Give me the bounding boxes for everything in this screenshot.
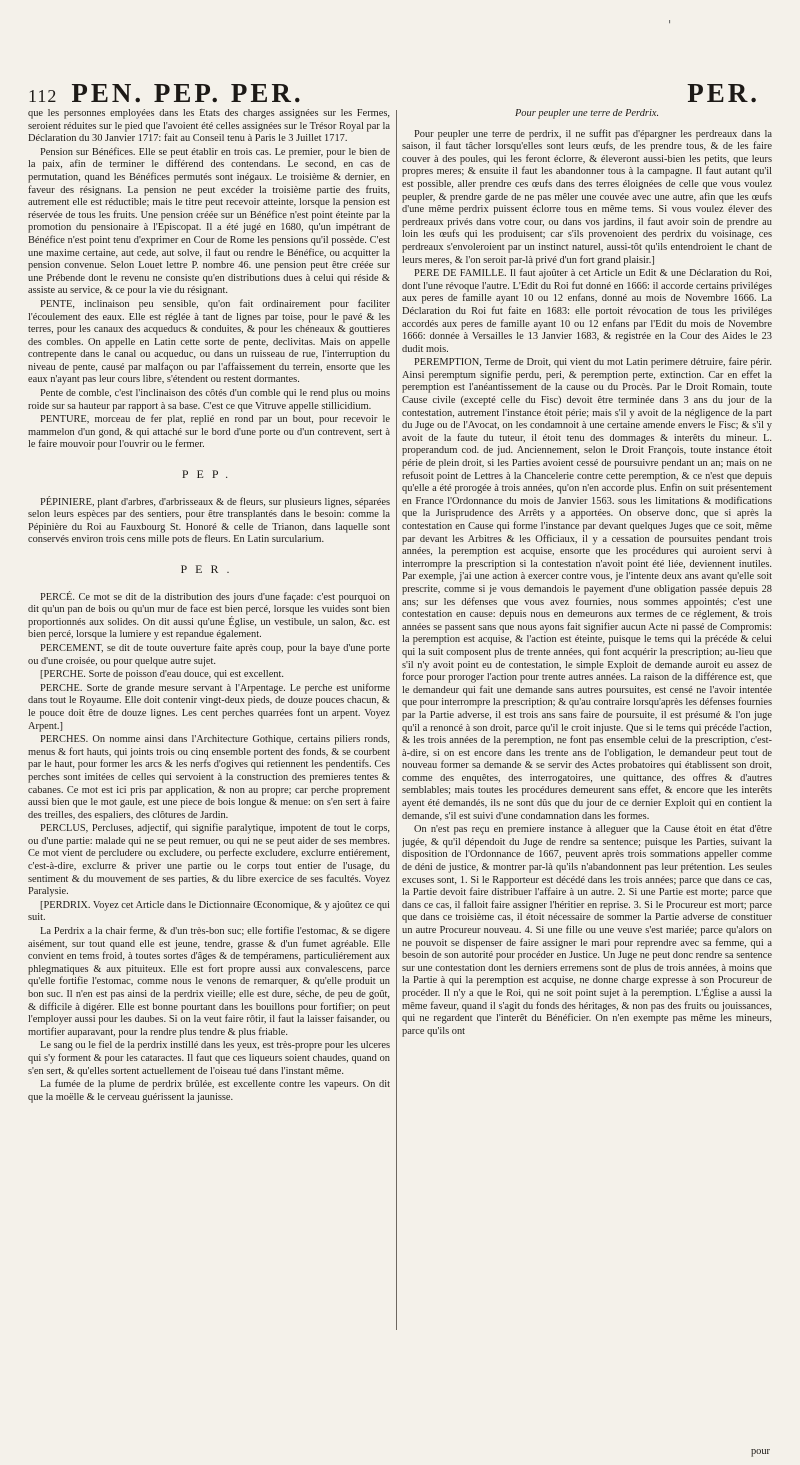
page-mark: ' — [668, 18, 672, 32]
entry-pente: PENTE, inclinaison peu sensible, qu'on fait ordinairement pour faciliter l'écoulement des eaux. Elle est réglée à tant de lignes par toise, pour le pavé & les terres, pour les canaux des acqueducs & conduites, & pour les chéneaux & gouttieres des combles. On appelle en Latin cette sorte de pente, declivitas. Mais on appelle contrepente dans le canal ou acqueduc, ou dans un ruisseau de rue, l'interruption du niveau de pente, causé par malfaçon ou par l'affaissement du terrein, ensorte que les eaux n'ayant pas leur cours libre, s'étendent ou restent dormantes. — [28, 298, 390, 386]
paragraph: Le sang ou le fiel de la perdrix instillé dans les yeux, est très-propre pour les ulceres qui s'y forment & pour les cataractes. Il faut que ces liqueurs soient chaudes, quand on s'en sert, & qu'elles sortent actuellement de l'oiseau tué dans l'instant même. — [28, 1040, 390, 1077]
entry-pente-de-comble: Pente de comble, c'est l'inclinaison des côtés d'un comble qui le rend plus ou moins roide sur sa hauteur par rapport à sa base. C'est ce que Vitruve appelle stillicidium. — [28, 388, 390, 412]
entry-pension: Pension sur Bénéfices. Elle se peut établir en trois cas. Le premier, pour le bien de la paix, afin de terminer le différend des contendans. Le second, en cas de permutation, quand les Bénéfices permutés sont inégaux. Le troisième & dernier, en faveur des résignans. La pension ne peut excéder la troisième partie des fruits, autrement elle est réductible; mais le titre peut recevoir atteinte, lorsque la pension est réservée de tous les fruits. Une pension créée sur un Bénéfice n'est point éteinte par la promotion du pensionaire à l'Episcopat. Il a été jugé en 1680, qu'un impétrant de Bénéfice n'est point tenu d'exprimer en Cour de Rome les pensions qu'il possède. C'est une maxime certaine, aut cede, aut solve, il faut ou rendre le Bénéfice, ou acquitter la pension convenue. Selon Louet lettre P. nombre 46. une pension peut être créée sur une Prébende dont le revenu ne consiste qu'en distributions dues à celui qui réside & assiste au service, & ce pour la vie du résignant. — [28, 146, 390, 297]
entry-perche-poisson: [PERCHE. Sorte de poisson d'eau douce, qui est excellent. — [40, 669, 284, 681]
entry-perches: PERCHES. On nomme ainsi dans l'Architecture Gothique, certains piliers ronds, menus & fort hauts, qui joints trois ou cinq ensemble portent des fonds, & se courbent par le haut, pour former les arcs & les nerfs d'ogives qui retiennent les pendentifs. Ces perches sont imitées de celles qui servoient à la construction des premieres tentes & cabanes. Ce mot est ici pris par application, & non au propre; car perche proprement aussi bien que le mot gaule, est une piece de bois longue & menue: on s'en sert à faire des treilles, des espaliers, des clôtures de Jardin. — [28, 734, 390, 821]
section-heading-pep: PEP. — [181, 467, 237, 482]
entry-percement: PERCEMENT, se dit de toute ouverture faite après coup, pour la baye d'une porte ou d'une croisée, ou pour quelque autre sujet. — [28, 642, 390, 667]
paragraph: La Perdrix a la chair ferme, & d'un très-bon suc; elle fortifie l'estomac, & se digere aisément, sur tout quand elle est jeune, tendre, grasse & d'un fumet agréable. Elle convient en tems froid, à toutes sortes d'âges & de tempéramens, particuliérement aux phlegmatiques & aux pituiteux. Elle est fort propre aussi aux convalescens, parce qu'elle fortifie l'estomac, comme nous le venons de remarquer, & qu'elle produit un bon suc. Il n'en est pas ainsi de la perdrix vieille; elle est dure, séche, de peu de goût, & difficile à digérer. Elle est bonne pourtant dans les bouillons pour fortifier; on peut l'employer aussi pour les daubes. Si on la veut faire rôtir, il faut la laisser faisander, ou mortifier auparavant, pour la rendre plus tendre & plus friable. — [28, 926, 390, 1038]
entry-perdrix: [PERDRIX. Voyez cet Article dans le Dictionnaire Œconomique, & y ajoûtez ce qui suit. — [28, 899, 390, 924]
page-number: 112 — [28, 86, 58, 106]
right-running-head: PER. — [687, 78, 760, 108]
right-column — [402, 108, 772, 1443]
entry-pere-de-famille: PERE DE FAMILLE. Il faut ajoûter à cet Article un Edit & une Déclaration du Roi, dont l'une révoque l'autre. L'Edit du Roi fut donné en 1666: il accorde certains priviléges aux peres de famille ayant 10 ou 12 enfans, donné au mois de Novembre 1666. La Déclaration du Roi fut faite en 1683: elle portoit révocation de tous les priviléges accordés aux peres de famille ayant 10 ou 12 enfans par l'Edit du mois de Novembre 1666: donnée à Versailles le 13 Janvier 1683, & registrée en la Cour des Aides le 23 dudit mois. — [402, 268, 772, 355]
catchword: pour — [750, 1446, 770, 1457]
section-heading-per: PER. — [180, 562, 238, 576]
entry-pepiniere: PÉPINIERE, plant d'arbres, d'arbrisseaux & de fleurs, sur plusieurs lignes, séparées selon leurs espèces par des sentiers, pour être transplantés dans le besoin: comme la Pépinière du Roi au Fauxbourg St. Honoré & celle de Trianon, dans laquelle sont conservés environ trois cens mille pots de fleurs. En Latin surcularium. — [28, 496, 390, 546]
entry-perche-mesure: PERCHE. Sorte de grande mesure servant à l'Arpentage. Le perche est uniforme dans tout le Royaume. Elle doit contenir vingt-deux pieds, de douze pouces chacun, & le pouce doit être de douze lignes. Les cent perches quarrées font un arpent. Voyez Arpent.] — [28, 682, 390, 732]
paragraph: On n'est pas reçu en premiere instance à alleguer que la Cause étoit en état d'être jugée, & qu'il dépendoit du Juge de rendre sa sentence; puisque les Parties, suivant la disposition de l'Ordonnance de 1667, peuvent après trois sommations appeller comme de déni de justice, & montrer par-là qu'ils n'abandonnent pas leur prétention. Les seules excuses sont, 1. Si le Rapporteur est décédé dans les trois années; parce que dans ce cas, la Partie devoit faire distribuer l'affaire à un autre. 2. Si une Partie est morte; parce que dans ce cas, il falloit faire assigner l'héritier en reprise. 3. Si le Procureur est mort; parce que dans ce troisième cas, il étoit nécessaire de sommer la Partie adverse de constituer un autre Procureur nouveau. 4. Si une fille ou une veuve s'est mariée; parce qu'alors on ne pouvoit se dispenser de faire assigner le mari pour reprendre avec sa femme, qui a besoin de son autorité pour procéder en Justice. Un Juge ne peut donc rendre sa sentence sur une contestation dont les derniers erremens sont de plus de trois années, à moins que la Partie à qui la peremption est acquise, ne donne charge expresse à son Procureur de procéder. Il n'y a que le Roi, qui ne soit point sujet à la peremption. L'Église a aussi la même faveur, quand il s'agit du fonds des héritages, & non pas des fruits ou jouissances, qui ne regardent que l'interêt du Bénéficier. On n'en exempte pas même les mineurs, parce qu'ils ont — [402, 824, 772, 1037]
paragraph: La fumée de la plume de perdrix brûlée, est excellente contre les vapeurs. On dit que la moëlle & le cerveau guérissent la jaunisse. — [28, 1079, 390, 1103]
sub-heading: Pour peupler une terre de Perdrix. — [514, 108, 660, 119]
entry-penture: PENTURE, morceau de fer plat, replié en rond par un bout, pour recevoir le mammelon d'un gond, & qui attaché sur le bord d'une porte ou d'un contrevent, sert à le faire mouvoir pour l'ouvrir ou le fermer. — [28, 414, 390, 451]
left-column — [28, 108, 390, 1443]
column-divider — [396, 110, 397, 1330]
paragraph: Pour peupler une terre de perdrix, il ne suffit pas d'épargner les perdreaux dans la saison, il faut tâcher lorsqu'elles sont leurs œufs, de les prendre tous, & de les faire couver à des poules, qui les feront éclorre, & éleveront aussi-bien les petits, que leurs propres meres; & ensuite il faut les abandonner tous à la campagne. Il faut autant qu'il est possible, aller prendre ces œufs dans des terres éloignées de celle que vous voulez peupler, & prendre garde de ne pas mêler une couvée avec une autre, afin que les œufs d'une même perdrix puissent éclorre tous en même tems. Si vous voulez élever des perdreaux privés dans votre cour, ou dans vos jardins, il faut avoir soin de prendre au loin les œufs qui les produisent; car s'ils provenoient des perdrix du voisinage, ces perdreaux s'envoleroient par un instinct naturel, aussi-tôt qu'ils entendroient le chant de leurs meres, & l'on seroit par-là privé d'un fort grand plaisir.] — [402, 128, 772, 266]
running-head-left — [28, 78, 304, 109]
entry-peremption: PEREMPTION, Terme de Droit, qui vient du mot Latin perimere détruire, faire périr. Ainsi peremptum signifie perdu, peri, & peremption perte, extinction. Car en effet la peremption est l'anéantissement de la cause ou du Procès. Par le Droit Romain, toute Cause civile (excepté celle du Fisc) devoit être terminée dans 3 ans du jour de la contestation, autrement l'instance étoit périe; mais s'il y avoit de la négligence de la part du Juge ou de l'Avocat, on les condamnoit à une certaine amende envers le Fisc; & s'il y avoit de la faute du tuteur, il étoit tenu des dommages & interêts du mineur. L. properandum cod. de jud. Anciennement, selon le Droit François, toute instance étoit périe de plein droit, si les Parties avoient cessé de poursuivre pendant un an; mais on ne refusoit point de Lettres à la Chancelerie contre cette peremption, & ce n'est que depuis qu'elle a été prorogée à trois années, qu'on n'en accorde plus. Enfin on suit présentement en France l'Ordonnance du mois de Janvier 1563. sous les limitations & modifications que la Jurisprudence des Arrêts y a apportées. On observe donc, que si après la contestation en Cause qui forme l'instance par devant quelques Juges que ce soit, même par devant les Arbitres & les Officiaux, il y a cessation de poursuites pendant trois années, la peremption est acquise, ensorte que les procédures qui auroient servi à interrompre la prescription si la contestation n'avoit point été liée, deviennent inutiles. Par exemple, j'ai une action à exercer contre vous, je l'intente deux ans avant qu'elle soit prescrite, comme si je vous demandois le payement d'une obligation passée depuis 28 ans; sur les défenses que vous avez fournies, nous sommes appointés; c'est une contestation en cause: depuis nous en demeurons aux termes de ce réglement, & trois années se passent sans que nous ayons fait signifier aucun Acte ni passé de Compromis: la peremption est acquise, & l'action est éteinte, puisque le tems qui la précéde & celui qui la suit composent plus de trente années, qui font acquérir la prescription; au-lieu que s'il n'y avoit point eu de contestation, le simple Exploit de demande auroit eu assez de force pour proroger l'action pour trente autres années. La raison de la différence est, que le demandeur qui fait une demande sans autres poursuites, est censé ne l'avoir intentée que pour interrompre la prescription; & qu'au contraire lorsqu'après les défenses fournies par la Partie adverse, il est trois ans sans faire de poursuite, il est présumé & l'on juge qu'il a renoncé à son droit, parce qu'il le croit injuste. Que si le tems qui précéde l'action, & les trois années de la peremption, ne font pas ensemble celui de la prescription, c'est-à-dire, si on est encore dans les trente ans de l'obligation, le demandeur peut tout de nouveau former sa demande & se servir des Actes probatoires qui établissent son droit, comme des enquêtes, des interrogatoires, une quittance, des offres & d'autres semblables; mais toutes les procédures demeurent sans effet, & encore que les interêts ayent été demandés, ils ne sont dûs que du jour de ce dernier Exploit qui en contient la demande, s'il est suivi d'une condamnation dans les formes. — [402, 357, 772, 822]
entry-perce: PERCÉ. Ce mot se dit de la distribution des jours d'une façade: c'est pourquoi on dit qu'un pan de bois ou qu'un mur de face est bien percé, lorsque les vuides sont bien proportionnés aux solides. On dit aussi qu'une Église, un vestibule, un salon, &c. est bien percé, lorsque la lumiere y est repandue également. — [28, 591, 390, 641]
entry-perclus: PERCLUS, Percluses, adjectif, qui signifie paralytique, impotent de tout le corps, ou d'une partie: malade qui ne se peut remuer, ou qui ne se peut aider de ses membres. Ce mot vient de percludere ou excludere, ou perfecte excludere, exclurre entiérement, c'est-à-dire, exclurre & priver une partie ou le corps tout entier de l'usage, du sentiment & du mouvement de ses parties, & du libre exercice de ses facultés. Voyez Paralysie. — [28, 823, 390, 898]
left-running-head: PEN. PEP. PER. — [71, 78, 304, 108]
paragraph: que les personnes employées dans les États des charges assignées sur les Fermes, seroient réduites sur le pied que l'avoient été celles assignées sur le Trésor Royal par la Déclaration du 30 Janvier 1717: fait au Conseil tenu à Paris le 3 Juillet 1717. — [28, 108, 390, 145]
